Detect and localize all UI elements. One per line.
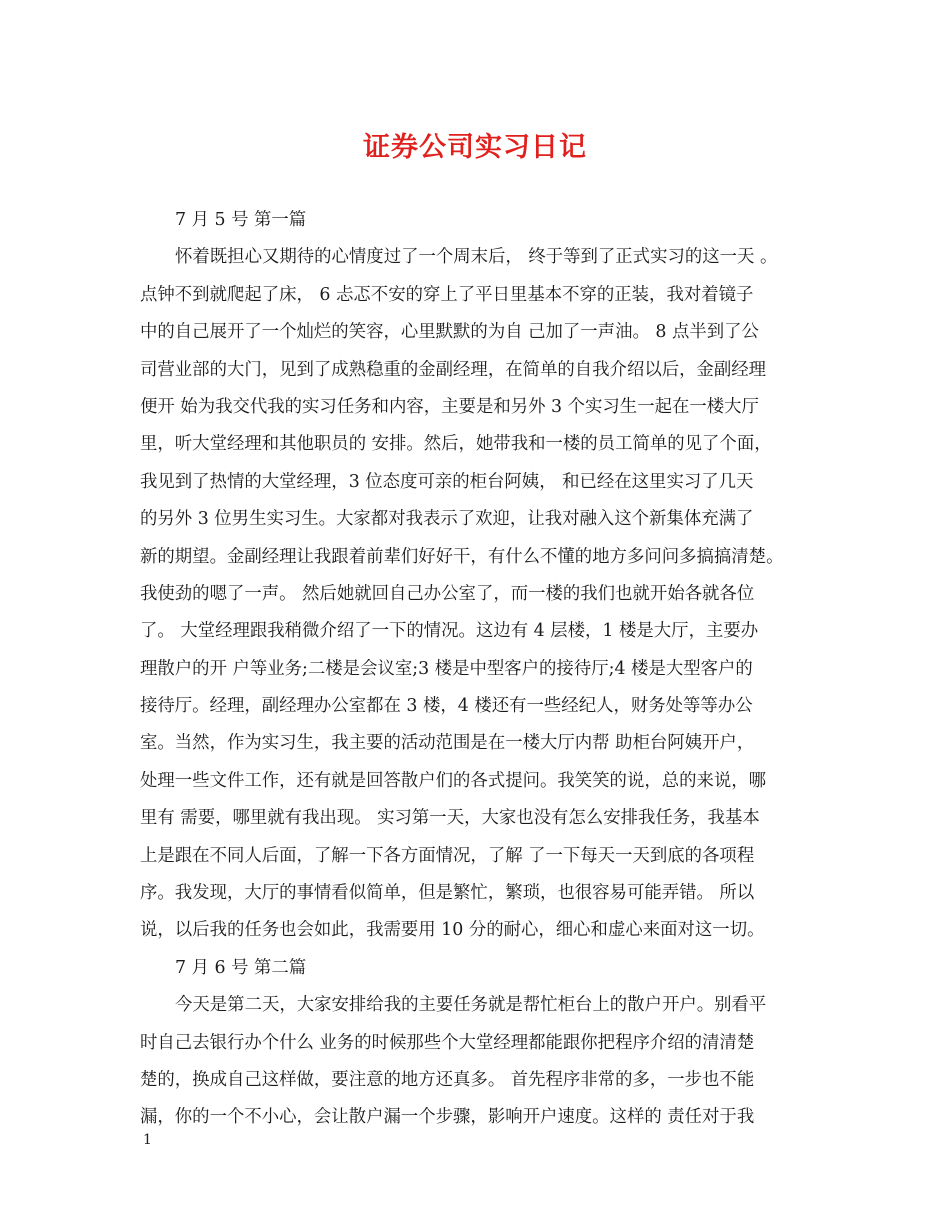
body-text-line: 序。我发现，大厅的事情看似简单，但是繁忙，繁琐，也很容易可能弄错。 所以: [140, 883, 755, 904]
body-text-line: 处理一些文件工作，还有就是回答散户们的各式提问。我笑笑的说，总的来说，哪: [140, 770, 767, 791]
body-text-line: 楚的，换成自己这样做，要注意的地方还真多。 首先程序非常的多，一步也不能: [140, 1069, 755, 1090]
body-text-line: 新的期望。金副经理让我跟着前辈们好好干，有什么不懂的地方多问问多搞搞清楚。: [140, 546, 784, 567]
body-text-line: 理散户的开 户等业务;二楼是会议室;3 楼是中型客户的接待厅;4 楼是大型客户的: [140, 658, 753, 679]
body-text-line: 上是跟在不同人后面，了解一下各方面情况，了解 了一下每天一天到底的各项程: [140, 845, 755, 866]
body-text-line: 我使劲的嗯了一声。 然后她就回自己办公室了，而一楼的我们也就开始各就各位: [140, 583, 755, 604]
document-body: [140, 202, 830, 1137]
body-text-line: 今天是第二天，大家安排给我的主要任务就是帮忙柜台上的散户开户。别看平: [175, 995, 767, 1016]
body-text-line: 接待厅。经理，副经理办公室都在 3 楼，4 楼还有一些经纪人，财务处等等办公: [140, 696, 753, 717]
body-text-line: 司营业部的大门，见到了成熟稳重的金副经理，在简单的自我介绍以后，金副经理: [140, 359, 767, 380]
body-text-line: 7 月 6 号 第二篇: [175, 957, 307, 978]
body-text-line: 室。当然，作为实习生，我主要的活动范围是在一楼大厅内帮 助柜台阿姨开户，: [140, 733, 755, 754]
body-text-line: 7 月 5 号 第一篇: [175, 210, 307, 230]
body-text-line: 说，以后我的任务也会如此，我需要用 10 分的耐心，细心和虚心来面对这一切。: [140, 920, 765, 941]
body-text-line: 点钟不到就爬起了床， 6 忐忑不安的穿上了平日里基本不穿的正装，我对着镜子: [140, 284, 754, 305]
body-text-line: 时自己去银行办个什么 业务的时候那些个大堂经理都能跟你把程序介绍的清清楚: [140, 1032, 755, 1053]
page-number: 1: [143, 1132, 152, 1148]
body-text-line: 的另外 3 位男生实习生。大家都对我表示了欢迎，让我对融入这个新集体充满了: [140, 509, 754, 530]
document-title: 证券公司实习日记: [363, 132, 587, 163]
body-text-line: 怀着既担心又期待的心情度过了一个周末后， 终于等到了正式实习的这一天 。: [175, 247, 778, 268]
body-text-line: 便开 始为我交代我的实习任务和内容，主要是和另外 3 个实习生一起在一楼大厅: [140, 396, 759, 417]
body-text-line: 里，听大堂经理和其他职员的 安排。然后，她带我和一楼的员工简单的见了个面，: [140, 434, 772, 455]
body-text-line: 了。 大堂经理跟我稍微介绍了一下的情况。这边有 4 层楼，1 楼是大厅，主要办: [140, 621, 759, 642]
body-text-line: 漏，你的一个不小心，会让散户漏一个步骤，影响开户速度。这样的 责任对于我: [140, 1107, 755, 1128]
body-text-line: 中的自己展开了一个灿烂的笑容，心里默默的为自 己加了一声油。 8 点半到了公: [140, 322, 759, 343]
body-text-line: 我见到了热情的大堂经理，3 位态度可亲的柜台阿姨， 和已经在这里实习了几天: [140, 471, 754, 492]
body-text-line: 里有 需要，哪里就有我出现。 实习第一天，大家也没有怎么安排我任务，我基本: [140, 808, 760, 829]
